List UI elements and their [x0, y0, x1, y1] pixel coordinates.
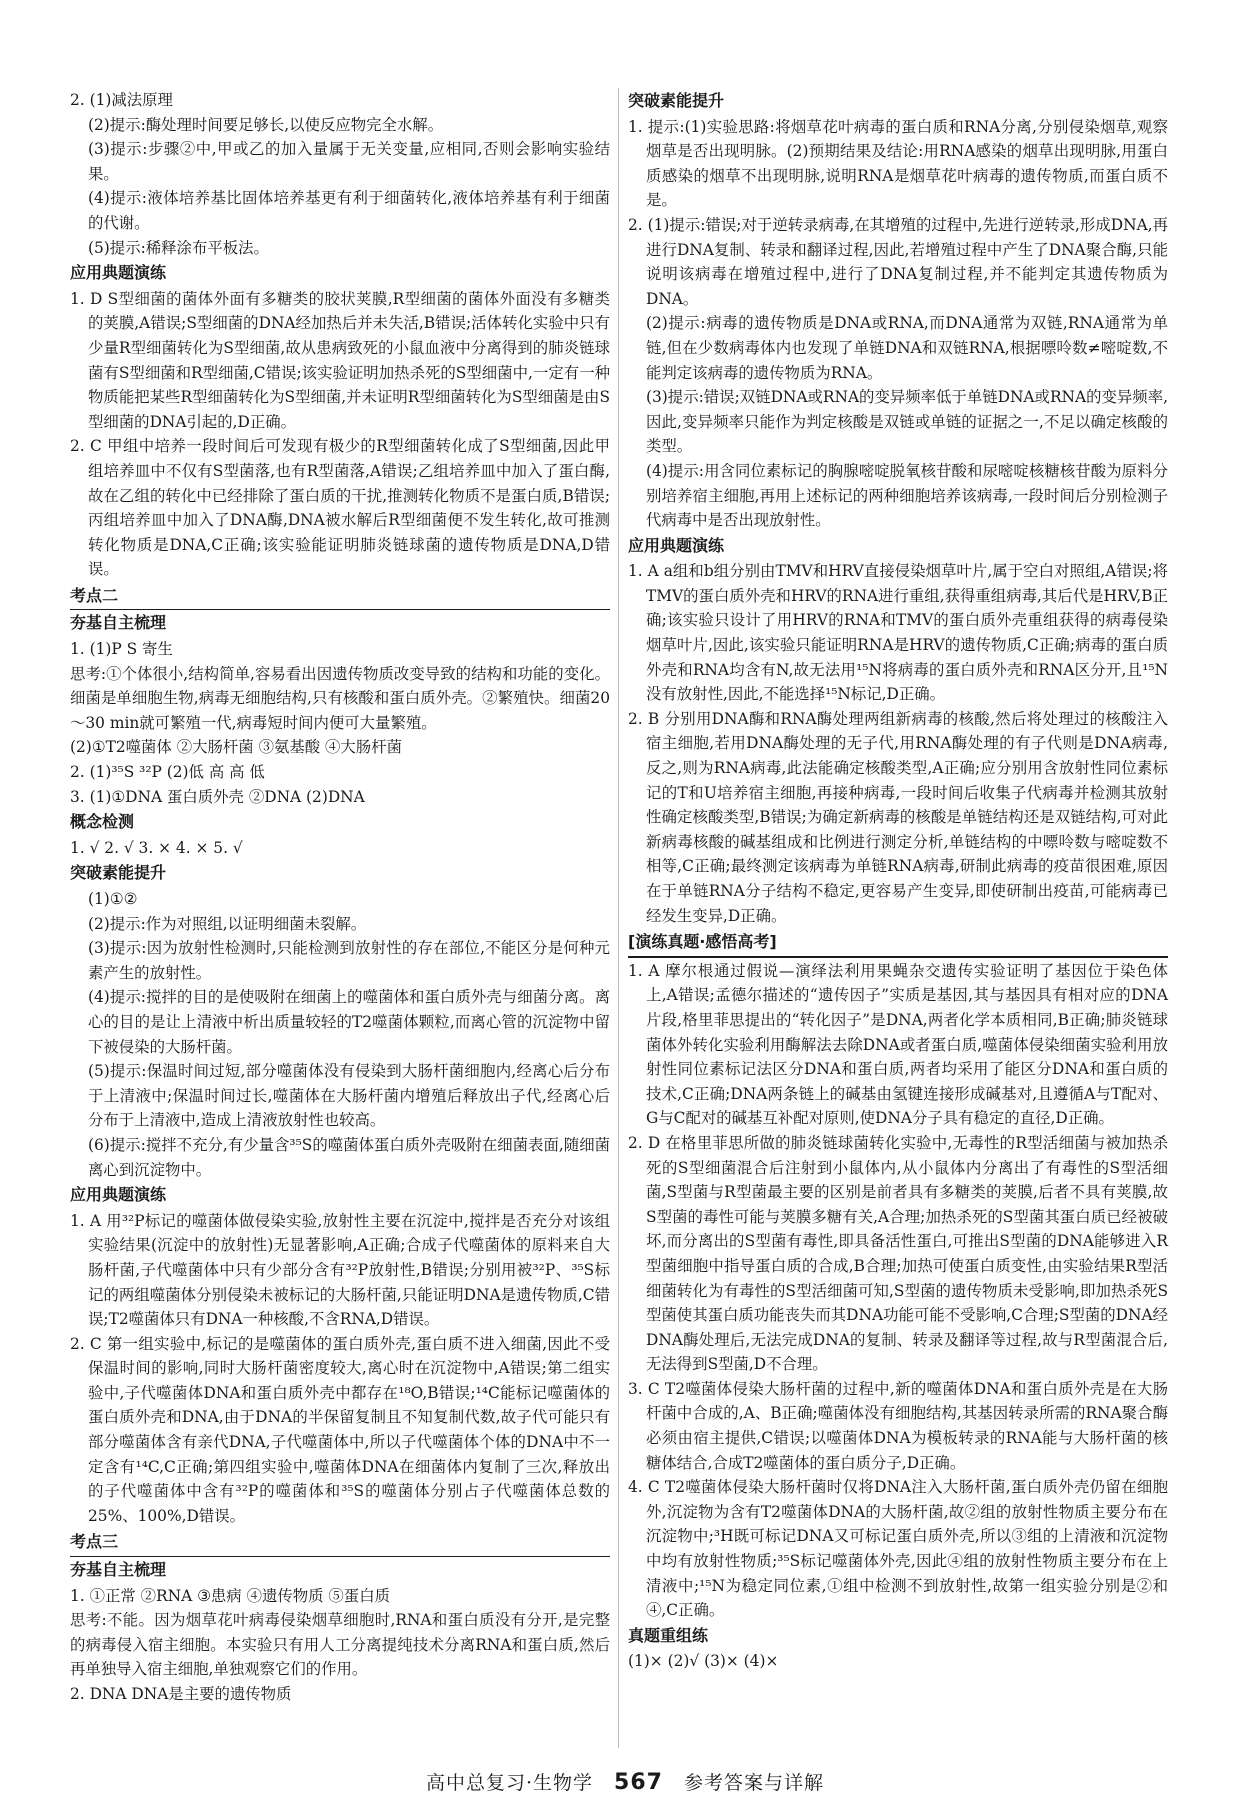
answer-paragraph: 4. C T2噬菌体侵染大肠杆菌时仅将DNA注入大肠杆菌,蛋白质外壳仍留在细胞外,沉淀物为含有T2噬菌体DNA的大肠杆菌,故②组的放射性物质主要分布在沉淀物中;³H既可标记DNA又可标记蛋白质外壳,所以③组的上清液和沉淀物中均有放射性物质;³⁵S标记噬菌体外壳,因此④组的放射性物质主要分布在上清液中;¹⁵N为稳定同位素,①组中检测不到放射性,故第一组实验分别是②和④,C正确。 — [628, 1478, 1168, 1620]
answer-paragraph: (2)①T2噬菌体 ②大肠杆菌 ③氨基酸 ④大肠杆菌 — [70, 738, 402, 757]
answer-paragraph: 3. (1)①DNA 蛋白质外壳 ②DNA (2)DNA — [70, 787, 365, 806]
section-heading: 应用典题演练 — [628, 535, 725, 555]
topic-heading: 考点二 — [70, 584, 610, 611]
answer-page — [70, 88, 1190, 1743]
answer-paragraph: 2. D 在格里菲思所做的肺炎链球菌转化实验中,无毒性的R型活细菌与被加热杀死的S型细菌混合后注射到小鼠体内,从小鼠体内分离出了有毒性的S型活细菌,S型菌与R型菌最主要的区别是前者具有多糖类的荚膜,后者不具有荚膜,故S型菌的毒性可能与荚膜多糖有关,A合理;加热杀死的S型菌其蛋白质已经被破坏,而分离出的S型菌有毒性,即具备活性蛋白,可推出S型菌的DNA能够进入R型菌细胞中指导蛋白质的合成,B合理;加热可使蛋白质变性,由实验结果R型活细菌转化为有毒性的S型活细菌可知,S型菌的遗传物质未受影响,即加热杀死S型菌使其蛋白质功能丧失而其DNA功能可能不受影响,C合理;S型菌的DNA经DNA酶处理后,无法完成DNA的复制、转录及翻译等过程,故与R型菌混合后,无法得到S型菌,D不合理。 — [628, 1133, 1168, 1374]
answer-paragraph: 1. ①正常 ②RNA ③患病 ④遗传物质 ⑤蛋白质 — [70, 1586, 390, 1605]
answer-paragraph: (2)提示:病毒的遗传物质是DNA或RNA,而DNA通常为双链,RNA通常为单链,但在少数病毒体内也发现了单链DNA和双链RNA,根据嘌呤数≠嘧啶数,不能判定该病毒的遗传物质为RNA。 — [646, 314, 1168, 382]
section-heading: 应用典题演练 — [70, 1185, 167, 1205]
section-heading: 夯基自主梳理 — [70, 613, 167, 633]
answer-paragraph: (3)提示:错误;双链DNA或RNA的变异频率低于单链DNA或RNA的变异频率,因此,变异频率只能作为判定核酸是双链或单链的证据之一,不足以确定核酸的类型。 — [646, 388, 1168, 456]
answer-paragraph: 思考:不能。因为烟草花叶病毒侵染烟草细胞时,RNA和蛋白质没有分开,是完整的病毒侵入宿主细胞。本实验只有用人工分离提纯技术分离RNA和蛋白质,然后再单独导入宿主细胞,单独观察它们的作用。 — [70, 1611, 610, 1679]
answer-paragraph: 思考:①个体很小,结构简单,容易看出因遗传物质改变导致的结构和功能的变化。细菌是单细胞生物,病毒无细胞结构,只有核酸和蛋白质外壳。②繁殖快。细菌20～30 min就可繁殖一代,病毒短时间内便可大量繁殖。 — [70, 664, 610, 732]
answer-paragraph: (4)提示:用含同位素标记的胸腺嘧啶脱氧核苷酸和尿嘧啶核糖核苷酸为原料分别培养宿主细胞,再用上述标记的两种细胞培养该病毒,一段时间后分别检测子代病毒中是否出现放射性。 — [646, 461, 1168, 530]
section-heading: 突破素能提升 — [70, 863, 167, 883]
section-heading: 突破素能提升 — [628, 91, 725, 110]
answer-paragraph: (4)提示:搅拌的目的是使吸附在细菌上的噬菌体和蛋白质外壳与细菌分离。离心的目的是让上清液中析出质量较轻的T2噬菌体颗粒,而离心管的沉淀物中留下被侵染的大肠杆菌。 — [88, 988, 610, 1056]
answer-paragraph: 2. C 甲组中培养一段时间后可发现有极少的R型细菌转化成了S型细菌,因此甲组培养皿中不仅有S型菌落,也有R型菌落,A错误;乙组培养皿中加入了蛋白酶,故在乙组的转化中已经排除了蛋白质的干扰,推测转化物质不是蛋白质,B错误;丙组培养皿中加入了DNA酶,DNA被水解后R型细菌便不发生转化,故可推测转化物质是DNA,C正确;该实验能证明肺炎链球菌的遗传物质是DNA,D错误。 — [70, 437, 610, 579]
answer-paragraph: (2)提示:作为对照组,以证明细菌未裂解。 — [88, 914, 367, 933]
answer-paragraph: 1. √ 2. √ 3. × 4. × 5. √ — [70, 838, 243, 857]
answer-paragraph: (4)提示:液体培养基比固体培养基更有利于细菌转化,液体培养基有利于细菌的代谢。 — [88, 189, 610, 232]
answer-paragraph: (6)提示:搅拌不充分,有少量含³⁵S的噬菌体蛋白质外壳吸附在细菌表面,随细菌离心到沉淀物中。 — [88, 1135, 610, 1179]
answer-paragraph: 1. (1)P S 寄生 — [70, 640, 173, 659]
column-divider — [618, 88, 619, 1748]
answer-paragraph: (1)× (2)√ (3)× (4)× — [628, 1652, 779, 1671]
answer-paragraph: (1)①② — [88, 890, 138, 908]
answer-paragraph: (5)提示:稀释涂布平板法。 — [88, 238, 269, 257]
left-column — [70, 88, 610, 1707]
exam-banner: [演练真题·感悟高考] — [628, 930, 1168, 958]
answer-paragraph: 1. A 摩尔根通过假说—演绎法利用果蝇杂交遗传实验证明了基因位于染色体上,A错误;孟德尔描述的“遗传因子”实质是基因,其与基因具有相对应的DNA片段,格里菲思提出的“转化因子”是DNA,两者化学本质相同,B正确;肺炎链球菌体外转化实验利用酶解法去除DNA或者蛋白质,噬菌体侵染细菌实验利用放射性同位素标记法区分DNA和蛋白质,两者均采用了能区分DNA和蛋白质的技术,C正确;DNA两条链上的碱基由氢键连接形成碱基对,且遵循A与T配对、G与C配对的碱基互补配对原则,使DNA分子具有稳定的直径,D正确。 — [628, 961, 1168, 1128]
answer-paragraph: 2. C 第一组实验中,标记的是噬菌体的蛋白质外壳,蛋白质不进入细菌,因此不受保温时间的影响,同时大肠杆菌密度较大,离心时在沉淀物中,A错误;第二组实验中,子代噬菌体DNA和蛋白质外壳中都存在¹⁸O,B错误;¹⁴C能标记噬菌体的蛋白质外壳和DNA,由于DNA的半保留复制且不知复制代数,故子代可能只有部分噬菌体含有亲代DNA,子代噬菌体中,所以子代噬菌体个体的DNA中不一定含有¹⁴C,C正确;第四组实验中,噬菌体DNA在细菌体内复制了三次,释放出的子代噬菌体中含有³²P的噬菌体和³⁵S的噬菌体分别占子代噬菌体总数的25%、100%,D错误。 — [70, 1334, 610, 1525]
page-footer — [0, 1768, 1250, 1795]
answer-paragraph: 2. (1)³⁵S ³²P (2)低 高 高 低 — [70, 763, 265, 782]
answer-paragraph: 2. B 分别用DNA酶和RNA酶处理两组新病毒的核酸,然后将处理过的核酸注入宿主细胞,若用DNA酶处理的无子代,用RNA酶处理的有子代则是DNA病毒,反之,则为RNA病毒,此法能确定核酸类型,A正确;应分别用含放射性同位素标记的T和U培养宿主细胞,再接种病毒,一段时间后收集子代病毒并检测其放射性确定核酸类型,B错误;为确定新病毒的核酸是单链结构还是双链结构,可对此新病毒核酸的碱基组成和比例进行测定分析,单链结构的中嘌呤数与嘧啶数不相等,C正确;最终测定该病毒为单链RNA病毒,研制此病毒的疫苗很困难,原因在于单链RNA分子结构不稳定,更容易产生变异,即使研制出疫苗,可能病毒已经发生变异,D正确。 — [628, 709, 1168, 925]
right-column — [628, 88, 1168, 1674]
answer-paragraph: 2. (1)减法原理 — [70, 91, 173, 109]
answer-paragraph: 1. 提示:(1)实验思路:将烟草花叶病毒的蛋白质和RNA分离,分别侵染烟草,观察烟草是否出现明脉。(2)预期结果及结论:用RNA感染的烟草出现明脉,用蛋白质感染的烟草不出现明脉,说明RNA是烟草花叶病毒的遗传物质,而蛋白质不是。 — [628, 117, 1168, 210]
section-heading: 概念检测 — [70, 812, 135, 832]
answer-paragraph: 1. A 用³²P标记的噬菌体做侵染实验,放射性主要在沉淀中,搅拌是否充分对该组实验结果(沉淀中的放射性)无显著影响,A正确;合成子代噬菌体的原料来自大肠杆菌,子代噬菌体中只有少部分含有³²P放射性,B错误;分别用被³²P、³⁵S标记的两组噬菌体分别侵染未被标记的大肠杆菌,只能证明DNA是遗传物质,C错误;T2噬菌体只有DNA一种核酸,不含RNA,D错误。 — [70, 1211, 610, 1329]
section-heading: 应用典题演练 — [70, 263, 167, 283]
answer-paragraph: (3)提示:因为放射性检测时,只能检测到放射性的存在部位,不能区分是何种元素产生的放射性。 — [88, 939, 610, 982]
section-heading: 真题重组练 — [628, 1625, 709, 1645]
answer-paragraph: 3. C T2噬菌体侵染大肠杆菌的过程中,新的噬菌体DNA和蛋白质外壳是在大肠杆菌中合成的,A、B正确;噬菌体没有细胞结构,其基因转录所需的RNA聚合酶必须由宿主提供,C错误;以噬菌体DNA为模板转录的RNA能与大肠杆菌的核糖体结合,合成T2噬菌体的蛋白质分子,D正确。 — [628, 1379, 1168, 1472]
answer-paragraph: 2. DNA DNA是主要的遗传物质 — [70, 1685, 292, 1703]
book-title: 高中总复习·生物学 — [425, 1772, 593, 1794]
answer-paragraph: (5)提示:保温时间过短,部分噬菌体没有侵染到大肠杆菌细胞内,经离心后分布于上清液中;保温时间过长,噬菌体在大肠杆菌内增殖后释放出子代,经离心后分布于上清液中,造成上清液放射性也较高。 — [88, 1062, 610, 1130]
answer-paragraph: 1. D S型细菌的菌体外面有多糖类的胶状荚膜,R型细菌的菌体外面没有多糖类的荚膜,A错误;S型细菌的DNA经加热后并未失活,B错误;活体转化实验中只有少量R型细菌转化为S型细菌,故从患病致死的小鼠血液中分离得到的肺炎链球菌有S型细菌和R型细菌,C错误;该实验证明加热杀死的S型细菌中,一定有一种物质能把某些R型细菌转化为S型细菌,并未证明R型细菌转化为S型细菌是由S型细菌的DNA引起的,D正确。 — [70, 289, 610, 431]
page-number: 567 — [614, 1770, 663, 1795]
topic-heading: 考点三 — [70, 1530, 610, 1557]
section-title: 参考答案与详解 — [684, 1772, 825, 1794]
answer-paragraph: 2. (1)提示:错误;对于逆转录病毒,在其增殖的过程中,先进行逆转录,形成DNA,再进行DNA复制、转录和翻译过程,因此,若增殖过程中产生了DNA聚合酶,只能说明该病毒在增殖过程中,进行了DNA复制过程,并不能判定其遗传物质为DNA。 — [628, 215, 1168, 308]
answer-paragraph: 1. A a组和b组分别由TMV和HRV直接侵染烟草叶片,属于空白对照组,A错误;将TMV的蛋白质外壳和HRV的RNA进行重组,获得重组病毒,其后代是HRV,B正确;该实验只设计了用HRV的RNA和TMV的蛋白质外壳重组获得的病毒侵染烟草叶片,因此,该实验只能证明RNA是HRV的遗传物质,C正确;病毒的蛋白质外壳和RNA均含有N,故无法用¹⁵N将病毒的蛋白质外壳和RNA区分开,且¹⁵N没有放射性,因此,不能选择¹⁵N标记,D正确。 — [628, 562, 1168, 704]
section-heading: 夯基自主梳理 — [70, 1560, 167, 1580]
answer-paragraph: (3)提示:步骤②中,甲或乙的加入量属于无关变量,应相同,否则会影响实验结果。 — [88, 140, 610, 183]
answer-paragraph: (2)提示:酶处理时间要足够长,以使反应物完全水解。 — [88, 115, 444, 134]
